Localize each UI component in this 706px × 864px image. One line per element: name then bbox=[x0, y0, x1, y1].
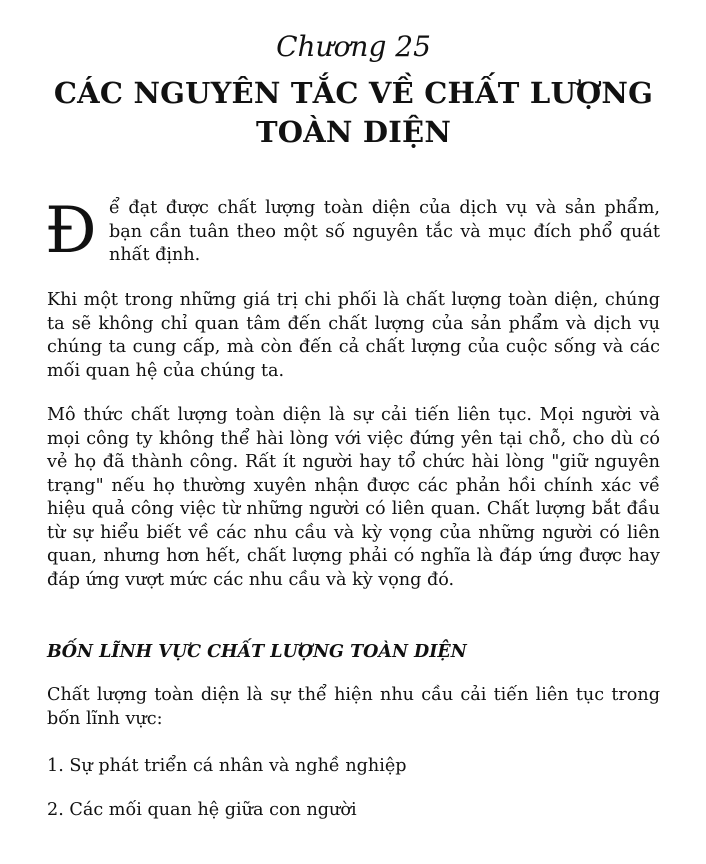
list-item: 1. Sự phát triển cá nhân và nghề nghiệp bbox=[47, 756, 407, 776]
intro-text: ể đạt được chất lượng toàn diện của dịch vụ và sản phẩm, bạn cần tuân theo một số nguyên tắc và mục đích phổ quát nhất định. bbox=[109, 198, 660, 265]
intro-paragraph bbox=[45, 194, 660, 269]
chapter-label: Chương 25 bbox=[276, 30, 431, 63]
list-item: 2. Các mối quan hệ giữa con người bbox=[47, 800, 357, 820]
paragraph: Khi một trong những giá trị chi phối là chất lượng toàn diện, chúng ta sẽ không chỉ quan tâm đến chất lượng của sản phẩm và dịch vụ chúng ta cung cấp, mà còn đến cả chất lượng của cuộc sống và các mối quan hệ của chúng ta. bbox=[47, 290, 660, 381]
section-heading: BỐN LĨNH VỰC CHẤT LƯỢNG TOÀN DIỆN bbox=[47, 642, 467, 662]
section-intro-paragraph: Chất lượng toàn diện là sự thể hiện nhu cầu cải tiến liên tục trong bốn lĩnh vực: bbox=[47, 685, 660, 729]
chapter-title: CÁC NGUYÊN TẮC VỀ CHẤT LƯỢNG TOÀN DIỆN bbox=[53, 76, 654, 149]
paragraph: Mô thức chất lượng toàn diện là sự cải tiến liên tục. Mọi người và mọi công ty không thể hài lòng với việc đứng yên tại chỗ, cho dù có vẻ họ đã thành công. Rất ít người hay tổ chức hài lòng "giữ nguyên trạng" nếu họ thường xuyên nhận được các phản hồi chính xác về hiệu quả công việc từ những người có liên quan. Chất lượng bắt đầu từ sự hiểu biết về các nhu cầu và kỳ vọng của những người có liên quan, nhưng hơn hết, chất lượng phải có nghĩa là đáp ứng được hay đáp ứng vượt mức các nhu cầu và kỳ vọng đó. bbox=[47, 405, 660, 590]
drop-cap: Đ bbox=[45, 194, 97, 268]
